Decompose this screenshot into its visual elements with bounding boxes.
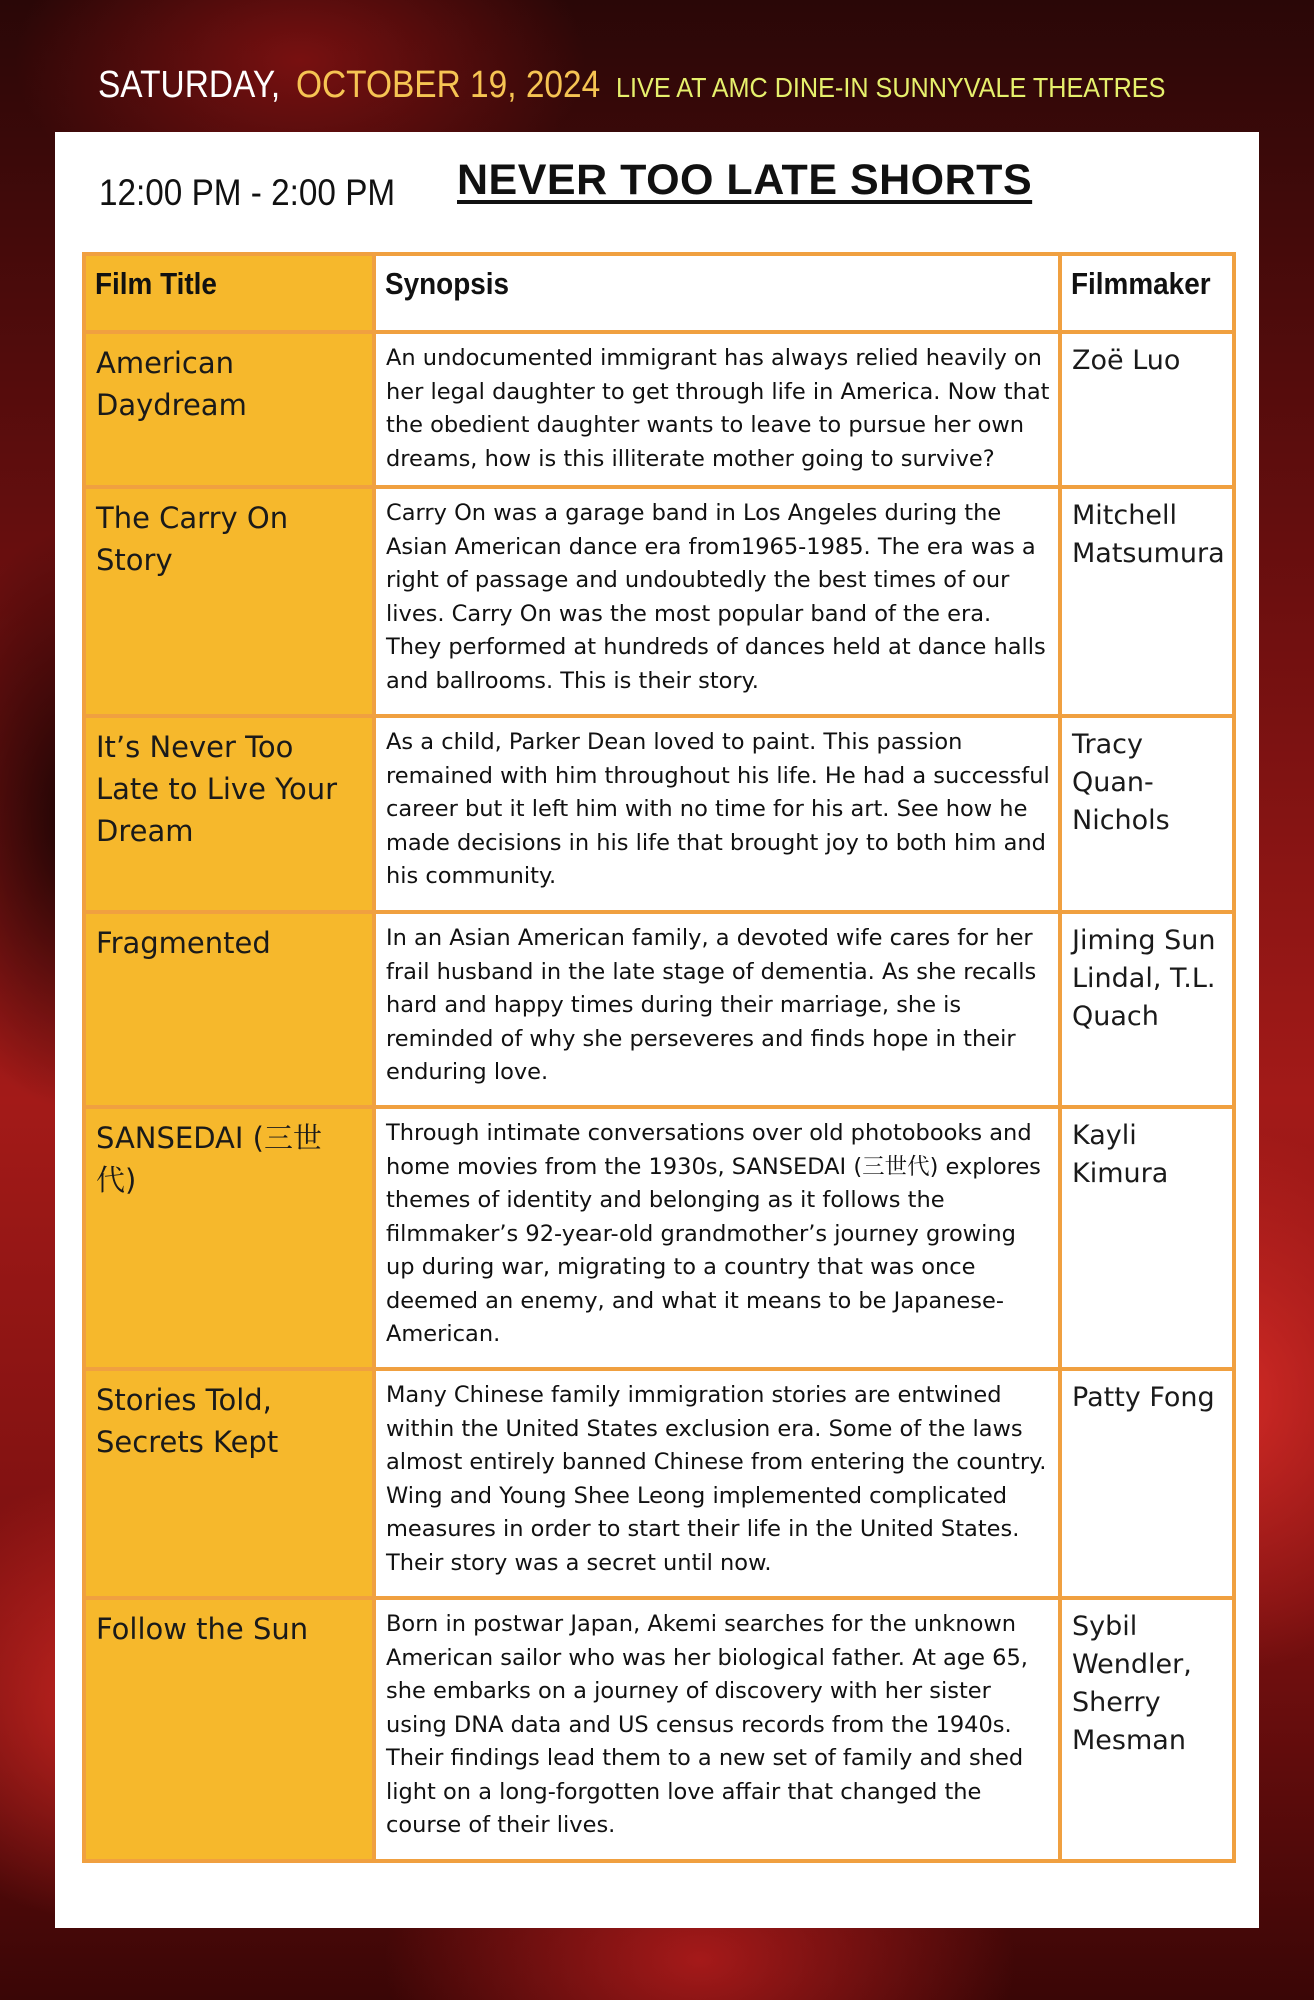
program-time: 12:00 PM - 2:00 PM	[99, 172, 396, 213]
films-table	[82, 252, 1236, 1863]
program-title: NEVER TOO LATE SHORTS	[457, 156, 1033, 204]
program-card	[55, 132, 1259, 1928]
event-venue: LIVE AT AMC DINE-IN SUNNYVALE THEATRES	[616, 72, 1166, 103]
synopsis-cell: Through intimate conversations over old photobooks and home movies from the 1930s, SANSEDAI (三世代) explores themes of identity and belonging as it follows the filmmaker’s 92-year-old grandmother’s journey growing up during war, migrating to a country that was once deemed an enemy, and what it means to be Japanese-American.	[374, 1107, 1060, 1369]
film-title-cell: Stories Told, Secrets Kept	[84, 1369, 374, 1598]
film-title-cell: Follow the Sun	[84, 1598, 374, 1861]
filmmaker-cell: Tracy Quan-Nichols	[1060, 716, 1234, 912]
film-title-cell: American Daydream	[84, 332, 374, 487]
filmmaker-cell: Mitchell Matsumura	[1060, 487, 1234, 716]
table-row	[84, 1369, 1234, 1598]
header-film-title: Film Title	[84, 254, 374, 332]
table-header-row	[84, 254, 1234, 332]
event-header	[98, 64, 1274, 107]
table-row	[84, 487, 1234, 716]
table-row	[84, 716, 1234, 912]
synopsis-cell: An undocumented immigrant has always relied heavily on her legal daughter to get through life in America. Now that the obedient daughter wants to leave to pursue her own dreams, how is this illiterate mother going to survive?	[374, 332, 1060, 487]
table-row	[84, 332, 1234, 487]
film-title-cell: SANSEDAI (三世代)	[84, 1107, 374, 1369]
table-row	[84, 1107, 1234, 1369]
film-title-cell: The Carry On Story	[84, 487, 374, 716]
synopsis-cell: In an Asian American family, a devoted wife cares for her frail husband in the late stage of dementia. As she recalls hard and happy times during their marriage, she is reminded of why she perseveres and finds hope in their enduring love.	[374, 912, 1060, 1107]
film-title-cell: It’s Never Too Late to Live Your Dream	[84, 716, 374, 912]
header-filmmaker: Filmmaker	[1060, 254, 1234, 332]
table-row	[84, 1598, 1234, 1861]
filmmaker-cell: Patty Fong	[1060, 1369, 1234, 1598]
synopsis-cell: As a child, Parker Dean loved to paint. This passion remained with him throughout his life. He had a successful career but it left him with no time for his art. See how he made decisions in his life that brought joy to both him and his community.	[374, 716, 1060, 912]
filmmaker-cell: Jiming Sun Lindal, T.L. Quach	[1060, 912, 1234, 1107]
synopsis-cell: Many Chinese family immigration stories are entwined within the United States exclusion era. Some of the laws almost entirely banned Chinese from entering the country. Wing and Young Shee Leong implemented complicated measures in order to start their life in the United States. Their story was a secret until now.	[374, 1369, 1060, 1598]
table-row	[84, 912, 1234, 1107]
header-synopsis: Synopsis	[374, 254, 1060, 332]
filmmaker-cell: Zoë Luo	[1060, 332, 1234, 487]
filmmaker-cell: Kayli Kimura	[1060, 1107, 1234, 1369]
synopsis-cell: Carry On was a garage band in Los Angeles during the Asian American dance era from1965-1985. The era was a right of passage and undoubtedly the best times of our lives. Carry On was the most popular band of the era. They performed at hundreds of dances held at dance halls and ballrooms. This is their story.	[374, 487, 1060, 716]
filmmaker-cell: Sybil Wendler, Sherry Mesman	[1060, 1598, 1234, 1861]
event-day: SATURDAY,	[98, 64, 281, 106]
synopsis-cell: Born in postwar Japan, Akemi searches for the unknown American sailor who was her biological father. At age 65, she embarks on a journey of discovery with her sister using DNA data and US census records from the 1940s. Their findings lead them to a new set of family and shed light on a long-forgotten love affair that changed the course of their lives.	[374, 1598, 1060, 1861]
event-date: OCTOBER 19, 2024	[296, 64, 601, 106]
film-title-cell: Fragmented	[84, 912, 374, 1107]
